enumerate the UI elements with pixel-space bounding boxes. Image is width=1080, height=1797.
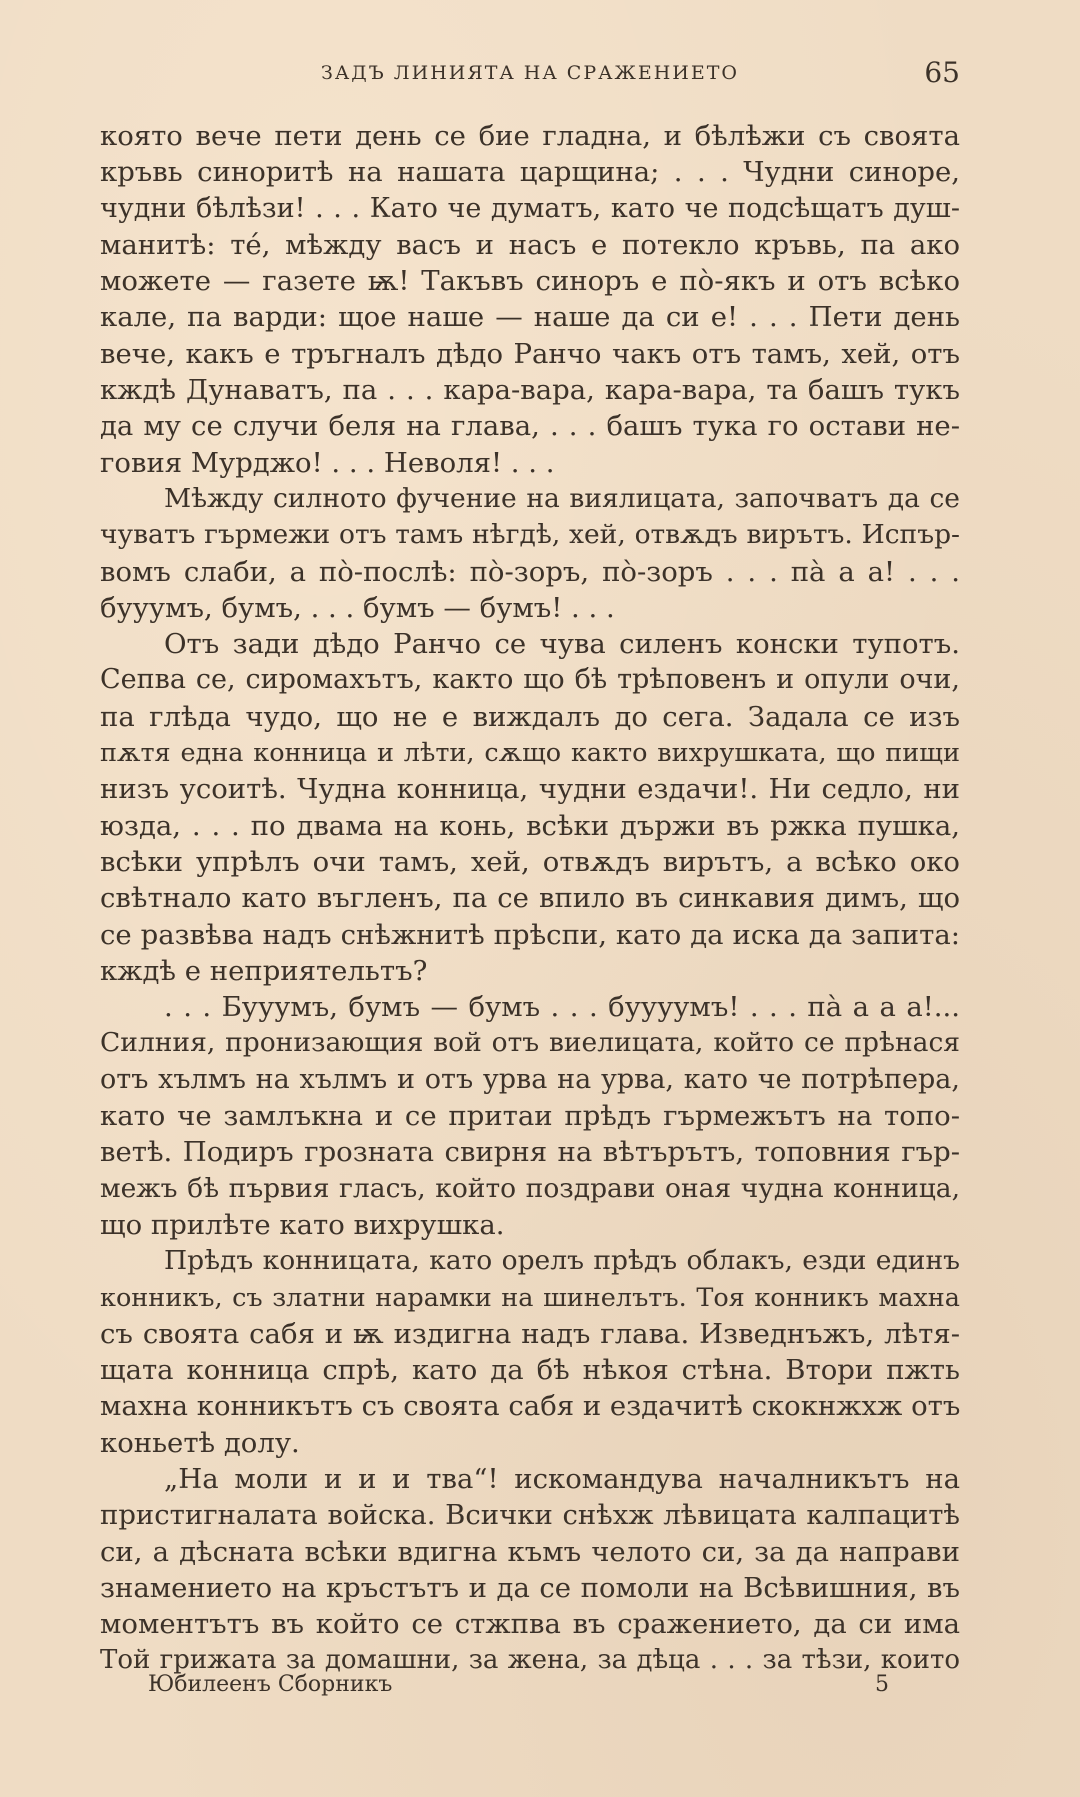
text-line: Отъ зади дѣдо Ранчо се чува силенъ конски тупотъ. (164, 628, 960, 661)
text-line: пристигналата войска. Всички снѣхж лѣвицата калпацитѣ (100, 1499, 960, 1532)
text-line: ветѣ. Подиръ грозната свирня на вѣтърътъ, топовния гър- (100, 1136, 960, 1169)
text-line: можете — газете ѭ! Такъвъ синоръ е пò-якъ и отъ всѣко (100, 265, 960, 298)
text-line: межъ бѣ първия гласъ, който поздрави оная чудна конница, (100, 1172, 960, 1204)
signature-mark: 5 (875, 1672, 889, 1697)
text-line: махна конникътъ съ своята сабя и ездачитѣ скокнжхж отъ (100, 1390, 961, 1423)
text-line: Силния, пронизающия вой отъ виелицата, който се прѣнася (100, 1027, 960, 1059)
text-line: вече, какъ е тръгналъ дѣдо Ранчо чакъ отъ тамъ, хей, отъ (100, 337, 960, 370)
text-line: . . . Бууумъ, бумъ — бумъ . . . буууумъ! . . . пà а а а!... (164, 991, 960, 1024)
text-line: да му се случи беля на глава, . . . башъ тука го остави не- (100, 410, 960, 443)
text-line: се развѣва надъ снѣжнитѣ прѣспи, като да иска да запита: (100, 918, 960, 951)
text-line: коньетѣ долу. (100, 1426, 300, 1459)
text-line: знамението на кръстътъ и да се помоли на Всѣвишния, въ (100, 1571, 960, 1604)
text-line: която вече пети день се бие гладна, и бѣлѣжи съ своята (100, 120, 960, 152)
text-line: вомъ слаби, а пò-послѣ: пò-зоръ, пò-зоръ . . . пà а а! . . . (100, 555, 960, 588)
text-line: като че замлъкна и се притаи прѣдъ гърмежътъ на топо- (100, 1100, 960, 1133)
text-line: чуватъ гърмежи отъ тамъ нѣгдѣ, хей, отвѫдъ вирътъ. Испър- (100, 519, 960, 551)
text-line: Прѣдъ конницата, като орелъ прѣдъ облакъ, езди единъ (164, 1245, 960, 1277)
text-line: свѣтнало като въгленъ, па се впило въ синкавия димъ, що (100, 882, 960, 915)
text-line: кръвь синоритѣ на нашата царщина; . . . Чудни синоре, (100, 156, 960, 189)
text-line: чудни бѣлѣзи! . . . Като че думатъ, като че подсѣщатъ душ- (100, 192, 960, 224)
text-line: Мѣжду силното фучение на виялицата, започватъ да се (164, 482, 960, 514)
text-line: кждѣ Дунаватъ, па . . . кара-вара, кара-вара, та башъ тукъ (100, 374, 960, 407)
text-line: всѣки упрѣлъ очи тамъ, хей, отвѫдъ вирътъ, а всѣко око (100, 845, 960, 878)
text-line: отъ хълмъ на хълмъ и отъ урва на урва, като че потрѣпера, (100, 1063, 960, 1095)
text-line: юзда, . . . по двама на конь, всѣки държи въ ржка пушка, (100, 809, 960, 842)
text-line: па глѣда чудо, що не е виждалъ до сега. Задала се изъ (100, 700, 960, 733)
text-line: си, а дѣсната всѣки вдигна къмъ челото си, за да направи (100, 1535, 960, 1568)
text-line: съ своята сабя и ѭ издигна надъ глава. Изведнъжъ, лѣтя- (100, 1317, 960, 1350)
text-line: кждѣ е неприятельтъ? (100, 954, 428, 987)
text-line: говия Мурджо! . . . Неволя! . . . (100, 446, 555, 479)
text-line: кале, па варди: щое наше — наше да си е! . . . Пети день (100, 301, 960, 334)
footer-book-title: Юбилеенъ Сборникъ (148, 1672, 393, 1697)
text-line: Сепва се, сиромахътъ, както що бѣ трѣповенъ и опули очи, (100, 664, 960, 696)
text-line: Той грижата за домашни, за жена, за дѣца . . . за тѣзи, които (100, 1645, 960, 1676)
running-head (100, 56, 960, 96)
text-line: конникъ, съ златни нарамки на шинелътъ. Тоя конникъ махна (100, 1282, 960, 1313)
page-number: 65 (924, 56, 960, 89)
text-line: щата конница спрѣ, като да бѣ нѣкоя стѣна. Втори пжть (100, 1354, 960, 1387)
text-line: моментътъ въ който се стжпва въ сражението, да си има (100, 1608, 960, 1641)
running-title: ЗАДЪ ЛИНИЯТА НА СРАЖЕНИЕТО (320, 62, 739, 84)
page-footer (100, 1672, 960, 1702)
text-line: пѫтя една конница и лѣти, сѫщо както вихрушката, що пищи (100, 738, 960, 769)
text-line: низъ усоитѣ. Чудна конница, чудни ездачи!. Ни седло, ни (100, 773, 960, 806)
text-line: бууумъ, бумъ, . . . бумъ — бумъ! . . . (100, 591, 615, 624)
text-line: манитѣ: тé, мѣжду васъ и насъ е потекло кръвь, па ако (100, 228, 960, 261)
text-line: що прилѣте като вихрушка. (100, 1208, 505, 1241)
text-line: „На моли и и и тва“! искомандува началникътъ на (164, 1462, 960, 1495)
body-text (100, 118, 960, 1679)
